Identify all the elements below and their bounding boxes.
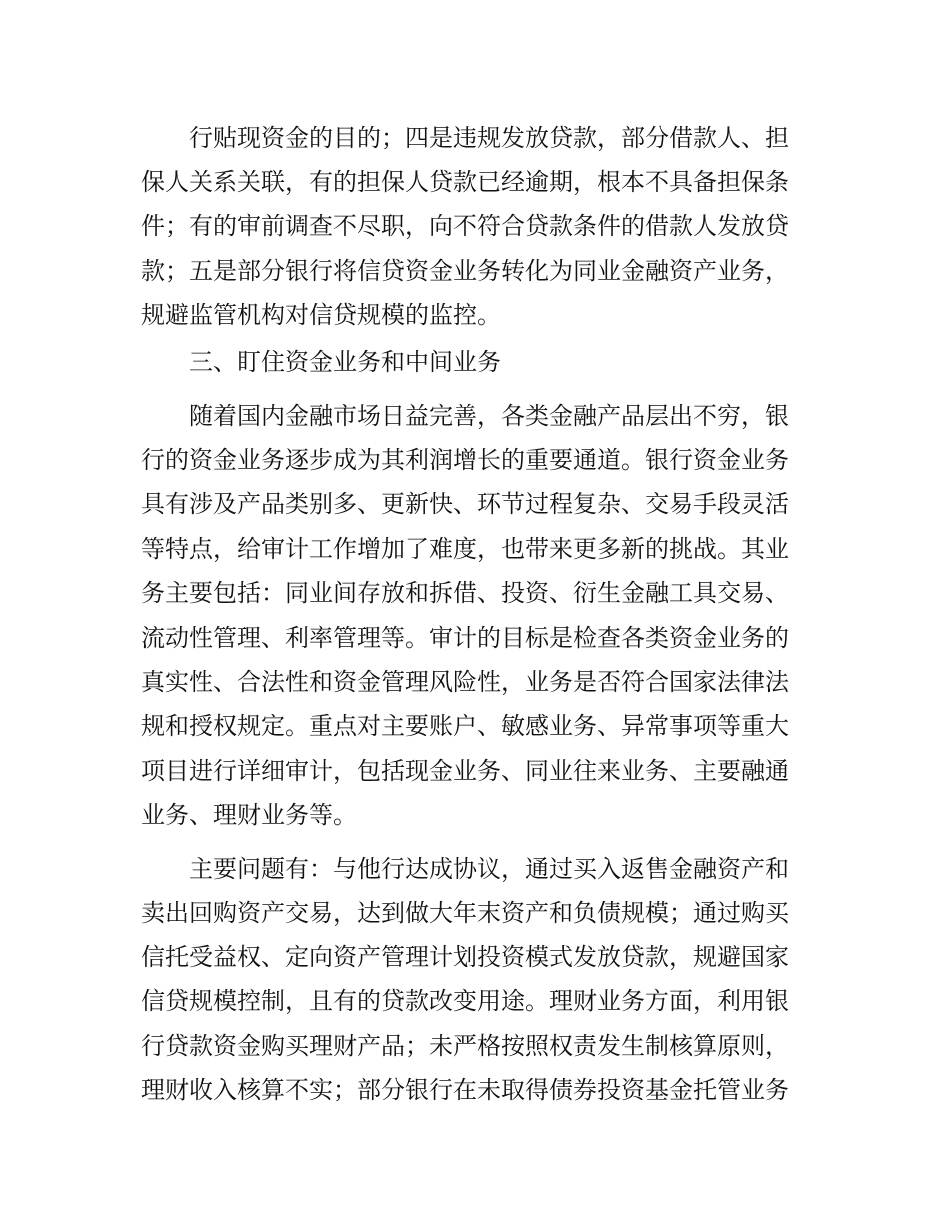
text-line: 保人关系关联，有的担保人贷款已经逾期，根本不具备担保条 bbox=[141, 168, 789, 196]
text-line: 真实性、合法性和资金管理风险性，业务是否符合国家法律法 bbox=[141, 668, 789, 696]
text-line: 等特点，给审计工作增加了难度，也带来更多新的挑战。其业 bbox=[141, 535, 789, 563]
text-line: 随着国内金融市场日益完善，各类金融产品层出不穷，银 bbox=[189, 402, 789, 430]
text-line: 行贷款资金购买理财产品；未严格按照权责发生制核算原则， bbox=[141, 1032, 789, 1060]
text-line: 流动性管理、利率管理等。审计的目标是检查各类资金业务的 bbox=[141, 624, 789, 652]
section-heading: 三、盯住资金业务和中间业务 bbox=[189, 348, 501, 376]
text-line: 业务、理财业务等。 bbox=[141, 801, 357, 829]
text-line: 规避监管机构对信贷规模的监控。 bbox=[141, 301, 501, 329]
text-line: 规和授权规定。重点对主要账户、敏感业务、异常事项等重大 bbox=[141, 712, 789, 740]
text-line: 行贴现资金的目的；四是违规发放贷款，部分借款人、担 bbox=[189, 124, 789, 152]
text-line: 信托受益权、定向资产管理计划投资模式发放贷款，规避国家 bbox=[141, 943, 789, 971]
text-line: 款；五是部分银行将信贷资金业务转化为同业金融资产业务， bbox=[141, 257, 789, 285]
text-line: 具有涉及产品类别多、更新快、环节过程复杂、交易手段灵活 bbox=[141, 490, 789, 518]
text-line: 信贷规模控制，且有的贷款改变用途。理财业务方面，利用银 bbox=[141, 987, 789, 1015]
text-line: 理财收入核算不实；部分银行在未取得债券投资基金托管业务 bbox=[141, 1076, 789, 1104]
text-line: 主要问题有：与他行达成协议，通过买入返售金融资产和 bbox=[189, 855, 789, 883]
text-line: 件；有的审前调查不尽职，向不符合贷款条件的借款人发放贷 bbox=[141, 212, 789, 240]
text-line: 行的资金业务逐步成为其利润增长的重要通道。银行资金业务 bbox=[141, 446, 789, 474]
text-line: 务主要包括：同业间存放和拆借、投资、衍生金融工具交易、 bbox=[141, 579, 789, 607]
text-line: 项目进行详细审计，包括现金业务、同业往来业务、主要融通 bbox=[141, 757, 789, 785]
text-line: 卖出回购资产交易，达到做大年末资产和负债规模；通过购买 bbox=[141, 899, 789, 927]
